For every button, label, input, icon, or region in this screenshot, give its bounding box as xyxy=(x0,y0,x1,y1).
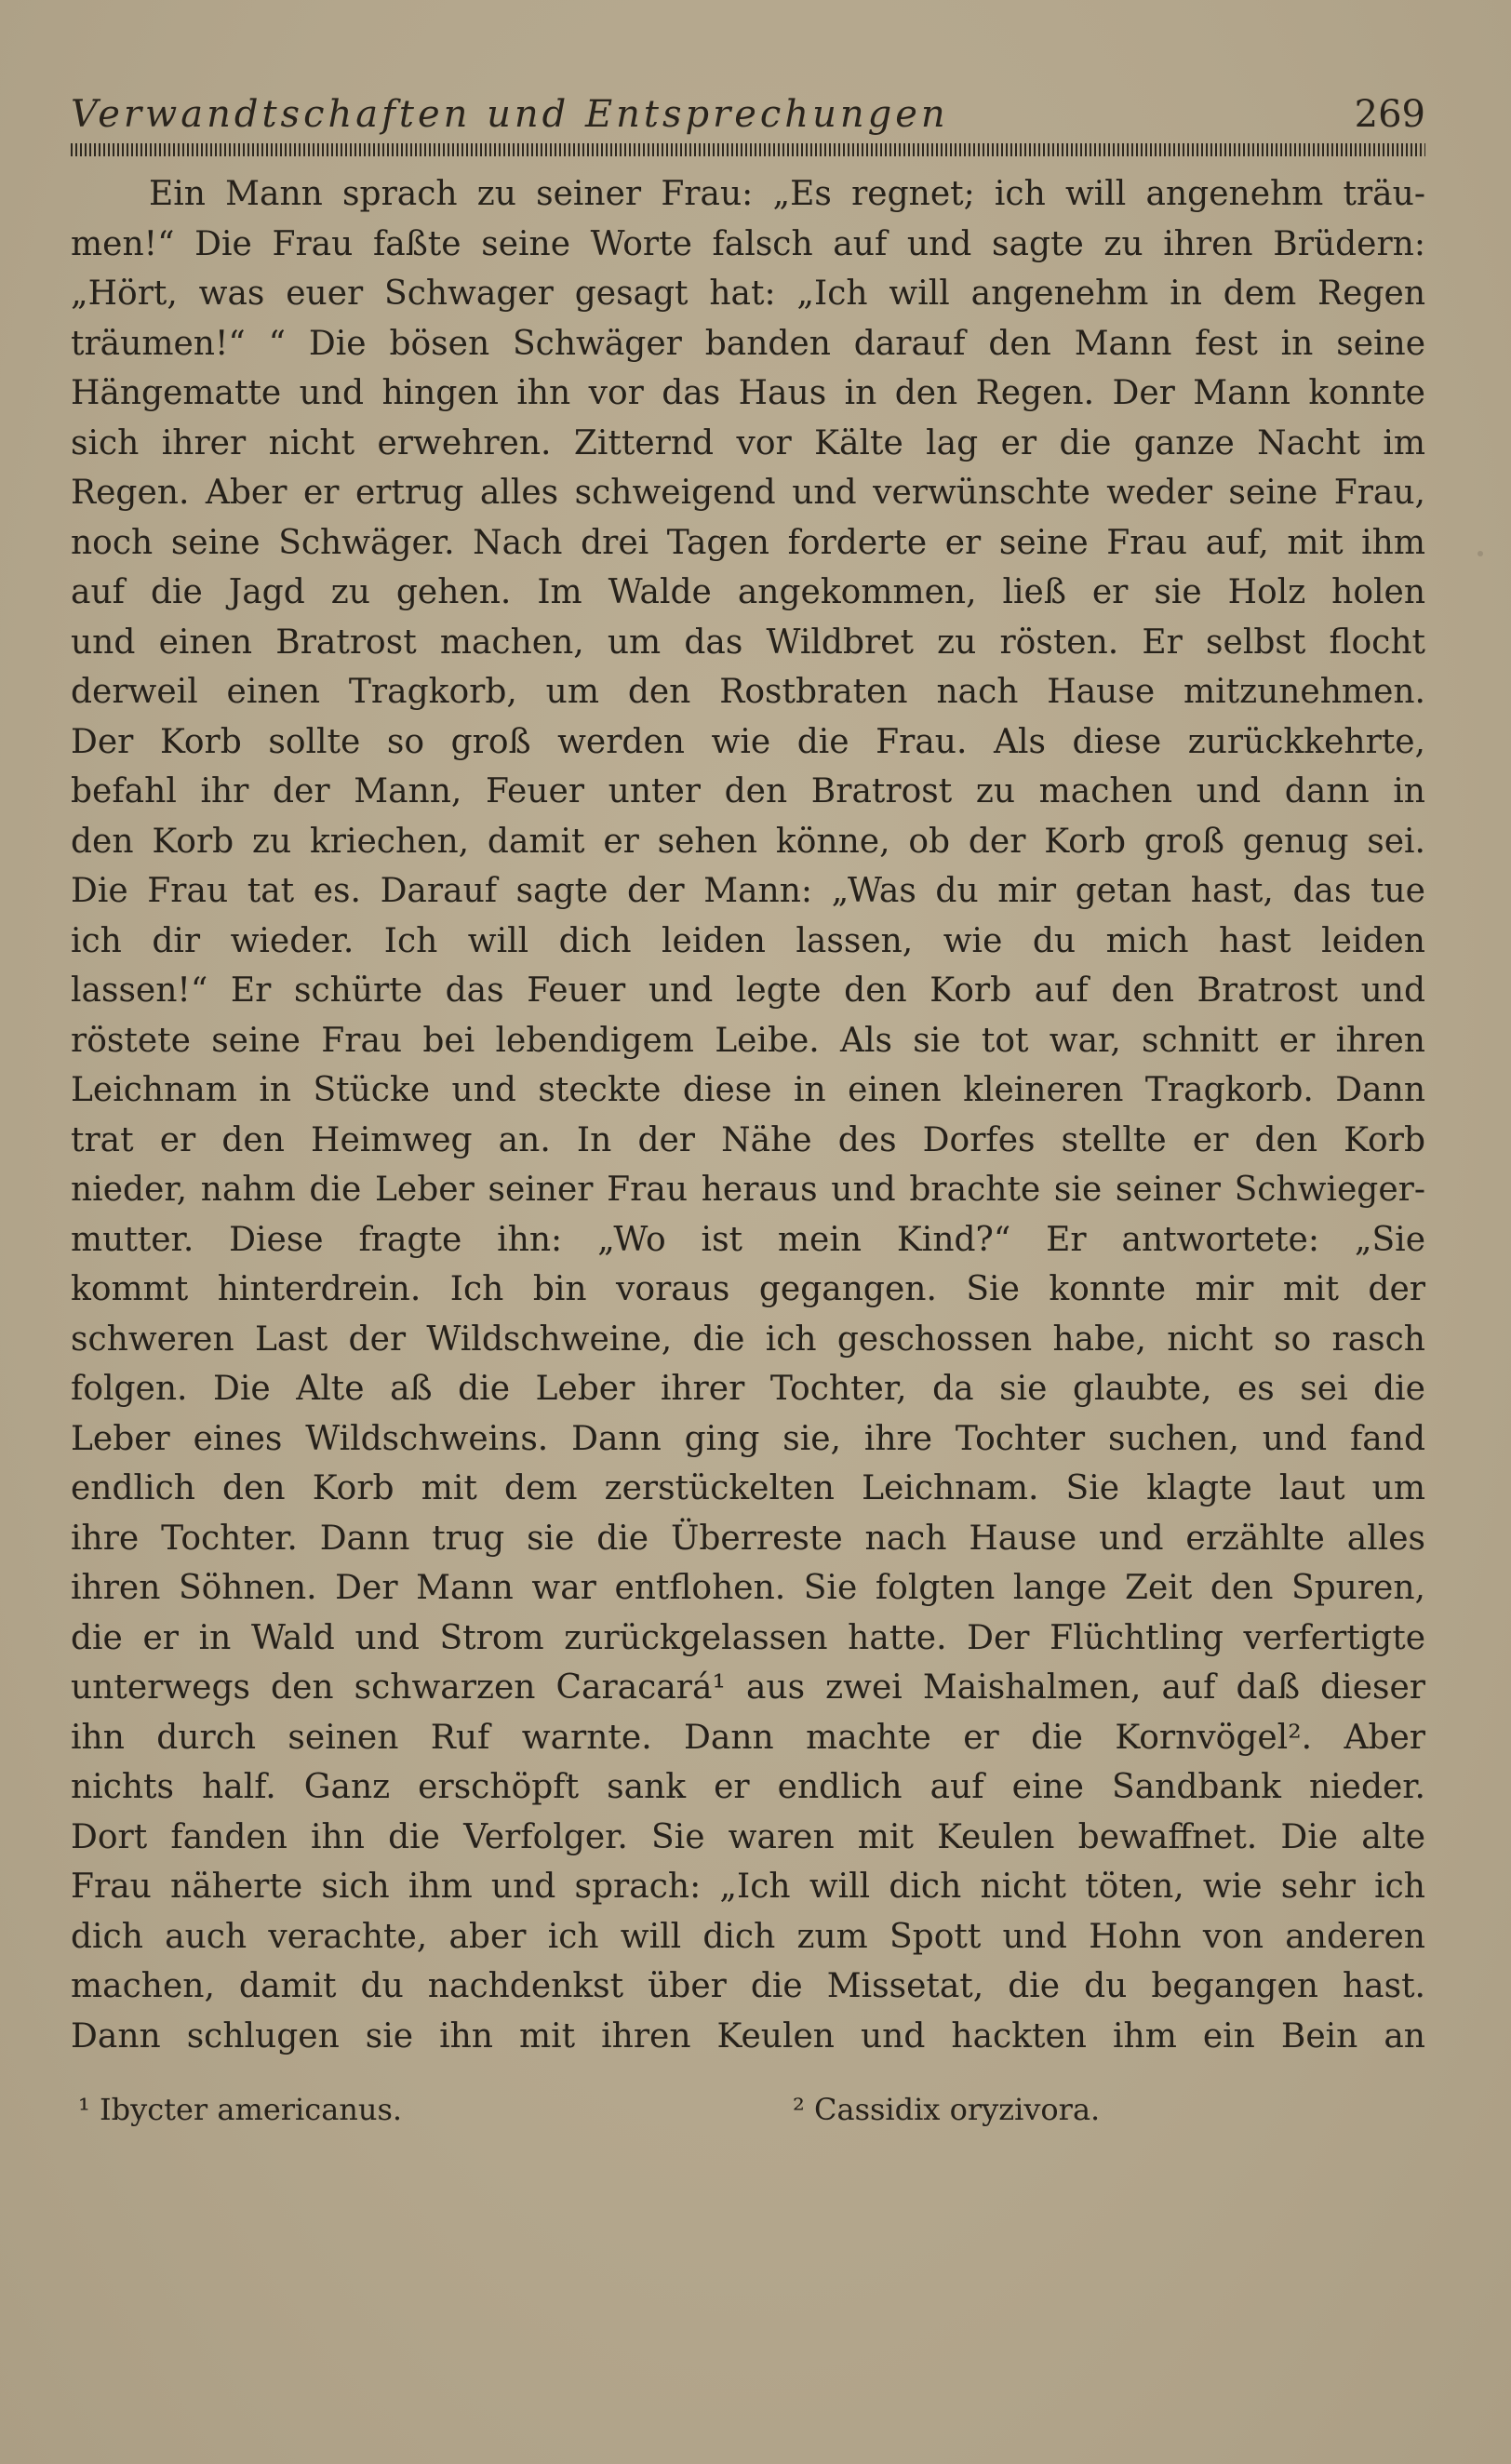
text-line: Leichnam in Stücke und steckte diese in einen kleineren Tragkorb. Dann xyxy=(71,1071,1425,1109)
text-line: noch seine Schwäger. Nach drei Tagen forderte er seine Frau auf, mit ihm xyxy=(71,523,1425,562)
text-line: machen, damit du nachdenkst über die Missetat, die du begangen hast. xyxy=(71,1967,1425,2005)
text-line: Frau näherte sich ihm und sprach: „Ich will dich nicht töten, wie sehr ich xyxy=(71,1868,1425,1906)
text-line: men!“ Die Frau faßte seine Worte falsch auf und sagte zu ihren Brüdern: xyxy=(71,224,1425,263)
ornamental-rule xyxy=(71,143,1425,156)
text-line: derweil einen Tragkorb, um den Rostbraten nach Hause mitzunehmen. xyxy=(71,673,1425,711)
footnote-2: ² Cassidix oryzivora. xyxy=(793,2092,1101,2127)
paper-speck xyxy=(1478,551,1483,556)
text-line: und einen Bratrost machen, um das Wildbret zu rösten. Er selbst flocht xyxy=(71,623,1425,662)
text-line: ihn durch seinen Ruf warnte. Dann machte er die Kornvögel². Aber xyxy=(71,1718,1425,1757)
text-line: befahl ihr der Mann, Feuer unter den Bratrost zu machen und dann in xyxy=(71,772,1425,810)
text-line: trat er den Heimweg an. In der Nähe des Dorfes stellte er den Korb xyxy=(71,1120,1425,1159)
text-line: Leber eines Wildschweins. Dann ging sie, ihre Tochter suchen, und fand xyxy=(71,1419,1425,1458)
running-head xyxy=(71,93,1425,149)
text-line: Regen. Aber er ertrug alles schweigend und verwünschte weder seine Frau, xyxy=(71,474,1425,512)
text-line: „Hört, was euer Schwager gesagt hat: „Ich will angenehm in dem Regen xyxy=(71,275,1425,313)
text-line: röstete seine Frau bei lebendigem Leibe. Als sie tot war, schnitt er ihren xyxy=(71,1021,1425,1060)
running-title: Verwandtschaften und Entsprechungen xyxy=(71,93,949,136)
text-line: folgen. Die Alte aß die Leber ihrer Tochter, da sie glaubte, es sei die xyxy=(71,1370,1425,1408)
text-line: den Korb zu kriechen, damit er sehen könne, ob der Korb groß genug sei. xyxy=(71,822,1425,861)
body-paragraph xyxy=(71,169,1446,2061)
footnote-1: ¹ Ibycter americanus. xyxy=(78,2092,403,2127)
footnotes xyxy=(78,2086,1418,2133)
text-line: Ein Mann sprach zu seiner Frau: „Es regnet; ich will angenehm träu- xyxy=(149,175,1425,213)
text-line: ihre Tochter. Dann trug sie die Überreste nach Hause und erzählte alles xyxy=(71,1519,1425,1558)
text-line: ich dir wieder. Ich will dich leiden lassen, wie du mich hast leiden xyxy=(71,921,1425,960)
page-number: 269 xyxy=(1354,93,1425,136)
text-line: auf die Jagd zu gehen. Im Walde angekommen, ließ er sie Holz holen xyxy=(71,573,1425,611)
text-line: schweren Last der Wildschweine, die ich geschossen habe, nicht so rasch xyxy=(71,1319,1425,1359)
text-line: Hängematte und hingen ihn vor das Haus in den Regen. Der Mann konnte xyxy=(71,374,1425,412)
text-line: Die Frau tat es. Darauf sagte der Mann: „Was du mir getan hast, das tue xyxy=(71,872,1425,910)
text-line: die er in Wald und Strom zurückgelassen hatte. Der Flüchtling verfertigte xyxy=(71,1618,1425,1657)
text-line: dich auch verachte, aber ich will dich zum Spott und Hohn von anderen xyxy=(71,1917,1425,1956)
text-line: ihren Söhnen. Der Mann war entflohen. Sie folgten lange Zeit den Spuren, xyxy=(71,1569,1425,1607)
text-line: kommt hinterdrein. Ich bin voraus gegangen. Sie konnte mir mit der xyxy=(71,1270,1425,1308)
text-line: Dann schlugen sie ihn mit ihren Keulen und hackten ihm ein Bein an xyxy=(71,2016,1425,2056)
text-line: endlich den Korb mit dem zerstückelten Leichnam. Sie klagte laut um xyxy=(71,1469,1425,1507)
text-line: nieder, nahm die Leber seiner Frau heraus und brachte sie seiner Schwieger- xyxy=(71,1171,1425,1209)
text-line: nichts half. Ganz erschöpft sank er endlich auf eine Sandbank nieder. xyxy=(71,1768,1425,1806)
text-line: träumen!“ “ Die bösen Schwäger banden darauf den Mann fest in seine xyxy=(71,324,1425,363)
text-line: sich ihrer nicht erwehren. Zitternd vor Kälte lag er die ganze Nacht im xyxy=(71,423,1425,462)
text-line: Dort fanden ihn die Verfolger. Sie waren mit Keulen bewaffnet. Die alte xyxy=(71,1817,1425,1856)
text-line: unterwegs den schwarzen Caracará¹ aus zwei Maishalmen, auf daß dieser xyxy=(71,1668,1425,1707)
text-line: mutter. Diese fragte ihn: „Wo ist mein Kind?“ Er antwortete: „Sie xyxy=(71,1220,1425,1259)
text-line: Der Korb sollte so groß werden wie die Frau. Als diese zurückkehrte, xyxy=(71,722,1425,761)
text-line: lassen!“ Er schürte das Feuer und legte den Korb auf den Bratrost und xyxy=(71,971,1425,1010)
